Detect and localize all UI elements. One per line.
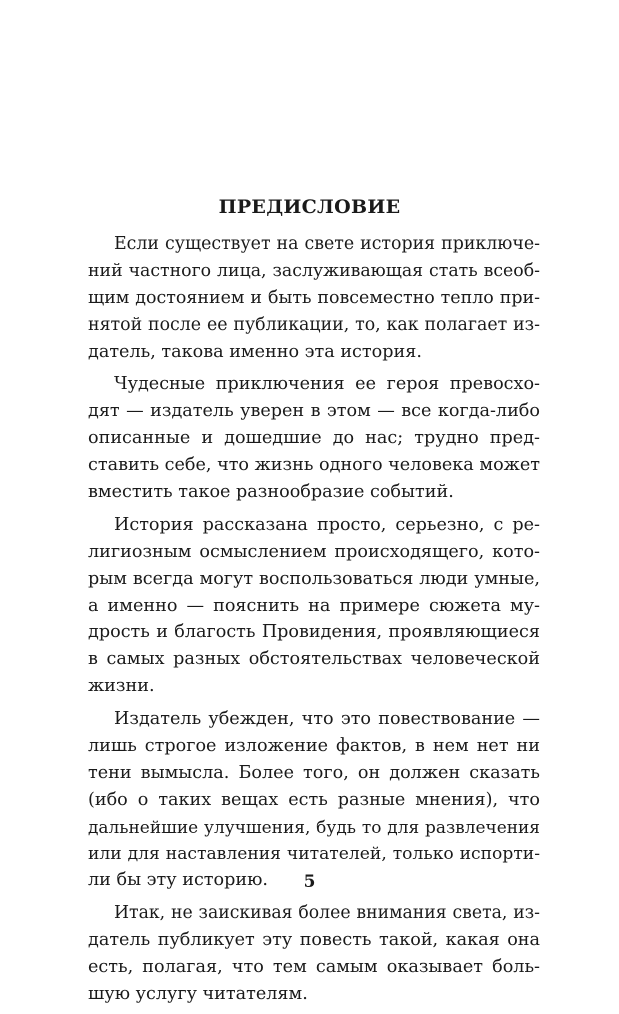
paragraph-3	[88, 512, 540, 700]
paragraph-4	[88, 706, 540, 894]
text-line: дальнейшие улучшения, будь то для развлечения	[88, 816, 540, 837]
text-line: лишь строгое изложение фактов, в нем нет ни	[88, 736, 540, 757]
text-line: вместить такое разнообразие событий.	[88, 482, 454, 503]
text-line: шую услугу читателям.	[88, 984, 308, 1005]
text-line: рым всегда могут воспользоваться люди умные,	[88, 568, 540, 589]
paragraph-1	[88, 231, 540, 365]
text-line: нятой после ее публикации, то, как полагает из-	[88, 314, 540, 335]
text-line: (ибо о таких вещах есть разные мнения), что	[88, 789, 540, 810]
text-line: ставить себе, что жизнь одного человека может	[88, 455, 540, 476]
text-line: щим достоянием и быть повсеместно тепло при-	[88, 287, 540, 308]
text-line: Если существует на свете история приключе-	[114, 234, 540, 254]
text-line: датель публикует эту повесть такой, какая она	[88, 930, 540, 951]
text-line: в самых разных обстоятельствах человеческой	[88, 649, 540, 670]
text-line: ний частного лица, заслуживающая стать всеоб-	[88, 260, 540, 281]
text-line: Издатель убежден, что это повествование —	[114, 709, 540, 730]
text-line: дрость и благость Провидения, проявляющиеся	[88, 622, 540, 643]
text-line: Итак, не заискивая более внимания света, из-	[114, 903, 540, 924]
text-line: ли бы эту историю.	[88, 870, 269, 891]
chapter-heading: ПРЕДИСЛОВИЕ	[218, 196, 401, 218]
text-line: жизни.	[88, 676, 155, 697]
page-number: 5	[303, 872, 316, 892]
text-line: дят — издатель уверен в этом — все когда-либо	[88, 401, 540, 422]
text-line: описанные и дошедшие до нас; трудно пред-	[88, 428, 540, 449]
body-text	[88, 231, 540, 1014]
text-line: тени вымысла. Более того, он должен сказать	[88, 762, 540, 783]
text-line: История рассказана просто, серьезно, с ре-	[114, 514, 540, 535]
text-line: датель, такова именно эта история.	[88, 341, 422, 362]
text-line: лигиозным осмыслением происходящего, кото-	[88, 541, 540, 562]
text-line: или для наставления читателей, только испорти-	[88, 843, 540, 864]
paragraph-5	[88, 900, 540, 1008]
text-line: Чудесные приключения ее героя превосхо-	[114, 374, 540, 395]
text-line: есть, полагая, что тем самым оказывает боль-	[88, 957, 540, 978]
paragraph-2	[88, 371, 540, 505]
text-line: а именно — пояснить на примере сюжета му-	[88, 595, 540, 616]
